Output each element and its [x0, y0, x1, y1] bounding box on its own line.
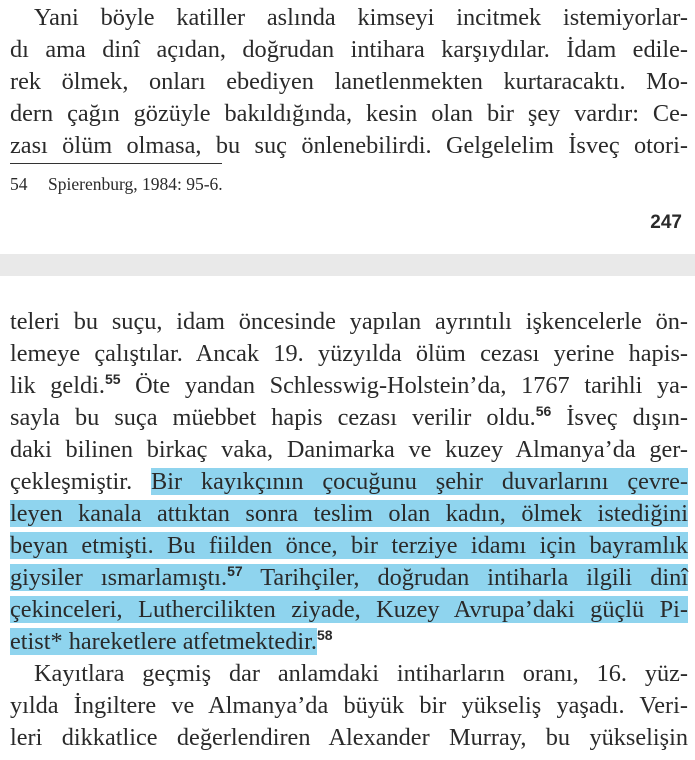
footnote	[10, 172, 223, 196]
footnote-ref[interactable]: 55	[104, 371, 121, 387]
text-span: lik geldi.	[10, 372, 105, 399]
body-text-line: rek ölmek, onları ebediyen lanetlenmekten kurtaracaktı. Mo-	[10, 68, 688, 95]
body-text-line: daki bilinen birkaç vaka, Danimarka ve kuzey Almanya’da ger-	[10, 436, 688, 463]
page-separator	[0, 254, 695, 276]
highlighted-text[interactable]: etist* hareketlere atfetmektedir.	[10, 628, 317, 655]
text-span: çekleşmiştir.	[10, 468, 152, 495]
highlighted-text[interactable]: çekinceleri, Luthercilikten ziyade, Kuzey Avrupa’daki güçlü Pi-	[10, 596, 688, 623]
footnote-number: 54	[10, 174, 28, 194]
body-text-line: yılda İngiltere ve Almanya’da büyük bir yükseliş yaşadı. Veri-	[10, 692, 688, 719]
footnote-text: Spierenburg, 1984: 95-6.	[48, 174, 223, 194]
lower-page	[0, 276, 695, 760]
highlighted-text[interactable]: beyan etmişti. Bu fiilden önce, bir terziye idamı için bayramlık	[10, 532, 688, 559]
body-text-line	[10, 594, 688, 626]
body-text-line: teleri bu suçu, idam öncesinde yapılan ayrıntılı işkencelerle ön-	[10, 308, 688, 335]
body-text-line	[10, 626, 688, 658]
highlighted-text[interactable]: Bir kayıkçının çocuğunu şehir duvarlarını çevre-	[151, 468, 689, 495]
footnote-ref[interactable]: 57	[227, 563, 243, 579]
upper-page	[0, 0, 695, 254]
body-text-line: zası ölüm olmasa, bu suç önlenebilirdi. Gelgelelim İsveç otori-	[10, 132, 688, 159]
body-text-line: Kayıtlara geçmiş dar anlamdaki intiharların oranı, 16. yüz-	[34, 660, 688, 687]
body-text-line: dern çağın gözüyle bakıldığında, kesin olan bir şey vardır: Ce-	[10, 100, 688, 127]
footnote-ref[interactable]: 58	[316, 627, 333, 643]
highlighted-text[interactable]: leyen kanala attıktan sonra teslim olan kadın, ölmek istediğini	[10, 500, 688, 527]
text-span: Tarihçiler, doğrudan intiharla ilgili dinî	[242, 564, 688, 591]
body-text-line: Yani böyle katiller aslında kimseyi incitmek istemiyorlar-	[34, 4, 688, 31]
body-text-line	[10, 466, 688, 498]
text-span: sayla bu suça müebbet hapis cezası verilir oldu.	[10, 404, 536, 431]
page-number: 247	[650, 212, 682, 233]
body-text-line: dı ama dinî açıdan, doğrudan intihara karşıydılar. İdam edile-	[10, 36, 688, 63]
text-span: Öte yandan Schlesswig-Holstein’da, 1767 tarihli ya-	[120, 372, 688, 399]
text-span: giysiler ısmarlamıştı.	[10, 564, 228, 591]
body-text-line	[10, 562, 688, 594]
text-span: İsveç dışın-	[551, 404, 688, 431]
footnote-separator	[10, 163, 222, 164]
highlighted-text[interactable]	[10, 564, 688, 591]
body-text-line	[10, 402, 688, 434]
body-text-line	[10, 370, 688, 402]
body-text-line	[10, 530, 688, 562]
body-text-line: leri dikkatlice değerlendiren Alexander Murray, bu yükselişin	[10, 724, 688, 751]
body-text-line: lemeye çalıştılar. Ancak 19. yüzyılda ölüm cezası yerine hapis-	[10, 340, 688, 367]
footnote-ref[interactable]: 56	[535, 403, 552, 419]
body-text-line	[10, 498, 688, 530]
